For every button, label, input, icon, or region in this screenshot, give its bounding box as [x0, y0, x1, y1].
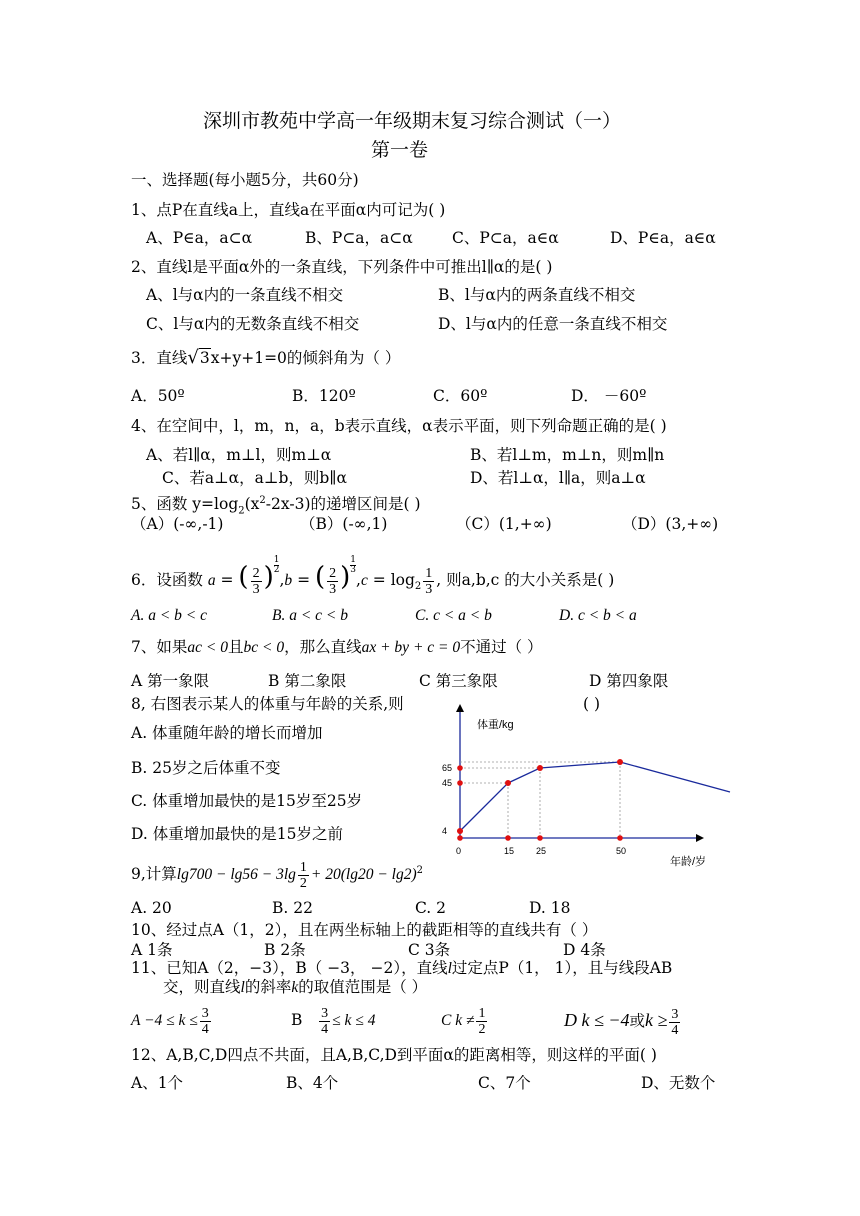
y-tick-label: 65 — [442, 763, 453, 773]
q5-log-base: 2 — [238, 505, 245, 517]
q7-post: 不通过（ ） — [460, 638, 543, 656]
x-axis-title: 年龄/岁 — [670, 856, 707, 868]
q6-a-den: 3 — [252, 581, 260, 597]
exam-title: 深圳市教苑中学高一年级期末复习综合测试（一） — [203, 110, 622, 132]
x-tick-point — [505, 835, 511, 841]
y-axis-arrow-icon — [456, 704, 464, 712]
q7-pre: 7、如果 — [131, 638, 188, 656]
q12-option-a: A、1个 — [131, 1074, 184, 1092]
q5-option-b: （B）(-∞,1) — [300, 515, 388, 533]
q2-option-d: D、l与α内的任意一条直线不相交 — [438, 315, 668, 333]
y-tick-point — [457, 765, 463, 771]
q7-option-d: D 第四象限 — [589, 672, 669, 690]
x-tick-label: 0 — [456, 846, 462, 856]
q6-b-exp-num: 1 — [350, 555, 357, 565]
q9-option-b: B. 22 — [272, 899, 313, 917]
q7-cond1: ac < 0 — [187, 639, 228, 656]
q6-b-den: 3 — [329, 581, 337, 597]
q7-and: 且 — [227, 638, 244, 656]
q6-option-a: A. a < b < c — [131, 607, 208, 624]
q2-option-b: B、l与α内的两条直线不相交 — [438, 286, 636, 304]
q10-option-c: C 3条 — [408, 941, 451, 959]
x-tick-point — [537, 835, 543, 841]
weight-age-chart — [430, 700, 740, 875]
q6-b-exp-den: 3 — [350, 565, 357, 575]
data-point — [617, 759, 623, 765]
q1-option-c: C、P⊂a，a∈α — [452, 229, 559, 247]
y-tick-point — [457, 780, 463, 786]
q3-stem: 3．直线√3x+y+1=0的倾斜角为（ ） — [131, 347, 401, 368]
x-tick-point — [617, 835, 623, 841]
data-point — [537, 765, 543, 771]
q6-a-exp-den: 2 — [273, 565, 280, 575]
q3-radicand: 3 — [199, 349, 210, 367]
y-tick-label: 4 — [442, 826, 448, 836]
q5-option-c: （C）(1,+∞) — [456, 515, 552, 533]
q6-a-num: 2 — [252, 565, 260, 581]
q7-cond2: bc < 0 — [243, 639, 285, 656]
exam-subtitle: 第一卷 — [371, 139, 429, 161]
q5-pre: 5、函数 y=log — [131, 495, 239, 514]
q4-option-b: B、若l⊥m，m⊥n，则m∥n — [470, 446, 665, 464]
q2-stem: 2、直线l是平面α外的一条直线，下列条件中可推出l∥α的是( ) — [131, 258, 553, 276]
q11-line1-b: 过定点P（1， 1），且与线段AB — [451, 959, 673, 977]
q7-option-a: A 第一象限 — [131, 672, 210, 690]
q10-option-d: D 4条 — [563, 941, 606, 959]
q11-option-d: D k ≤ −4或k ≥ $\frac{3}{4}$ — [564, 1006, 679, 1038]
x-tick-label: 25 — [536, 846, 547, 856]
q1-option-a: A、P∈a，a⊂α — [146, 229, 253, 247]
q8-option-b: B. 25岁之后体重不变 — [131, 759, 281, 777]
q9-square: 2 — [416, 865, 423, 876]
q12-option-c: C、7个 — [478, 1074, 531, 1092]
q11-line2-a: 交，则直线 — [163, 978, 241, 996]
q9-stem: 9,计算lg700 − lg56 − 3lg $\frac{1}{2}$ + $20(\lg 20 - \lg 2)^2$ — [131, 859, 423, 891]
q4-stem: 4、在空间中，l，m，n，a，b表示直线，α表示平面，则下列命题正确的是( ) — [131, 417, 667, 435]
q11-optC-text: C k ≠ — [441, 1012, 475, 1029]
q6-option-c: C. c < a < b — [415, 607, 492, 624]
q12-option-d: D、无数个 — [641, 1074, 716, 1092]
q10-option-a: A 1条 — [131, 941, 173, 959]
q7-equation: ax + by + c = 0 — [361, 639, 461, 656]
q8-answer-paren: ( ) — [583, 695, 601, 713]
q9-pre: 9,计算 — [131, 865, 177, 884]
q8-option-d: D. 体重增加最快的是15岁之前 — [131, 825, 343, 843]
x-tick-label: 50 — [616, 846, 627, 856]
q11-optD-or: 或 — [629, 1012, 646, 1030]
q11-line2 — [163, 977, 427, 998]
q5-option-a: （A）(-∞,-1) — [131, 515, 224, 533]
q7-stem — [131, 637, 543, 658]
q5-mid: (x — [244, 495, 260, 514]
q3-option-d: D． －60º — [571, 387, 647, 405]
q2-option-a: A、l与α内的一条直线不相交 — [146, 286, 344, 304]
q11-option-b: B $\frac{3}{4}$ ≤ k ≤ 4 — [291, 1005, 376, 1037]
q11-k: k — [291, 979, 299, 996]
q11-line1 — [131, 958, 672, 979]
q9-option-d: D. 18 — [529, 899, 571, 917]
q6-pre: 6．设函数 — [131, 571, 203, 589]
q2-option-c: C、l与α内的无数条直线不相交 — [146, 315, 360, 333]
q4-option-d: D、若l⊥α，l∥a，则a⊥α — [470, 469, 646, 487]
q1-option-d: D、P∈a，a∈α — [610, 229, 716, 247]
q11-l-1: l — [447, 960, 452, 977]
q6-stem: 6．设函数 a = ( $\frac{2}{3}$ ) $\frac{1}{2}$ ,b = ( $\frac{2}{3}$ ) $\frac{1}{3}$ $,c = \log_2$ $\frac{1}{3}$ , 则a,b,c 的大小关系是( ) — [131, 555, 615, 597]
section-heading: 一、选择题(每小题5分，共60分) — [131, 171, 359, 189]
q11-optD-text2: k ≥ — [645, 1010, 668, 1030]
q5-exp: 2 — [259, 495, 266, 506]
q11-l-2: l — [240, 979, 245, 996]
q11-line2-c: 的取值范围是（ ） — [298, 978, 428, 996]
q11-line2-b: 的斜率 — [244, 978, 292, 996]
q4-option-a: A、若l∥α，m⊥l，则m⊥α — [146, 446, 332, 464]
q6-option-b: B. a < c < b — [272, 607, 349, 624]
q6-post: 则a,b,c 的大小关系是( ) — [446, 571, 615, 589]
q11-option-a: A −4 ≤ k ≤ $\frac{3}{4}$ — [131, 1005, 209, 1037]
q10-stem: 10、经过点A（1，2），且在两坐标轴上的截距相等的直线共有（ ） — [131, 921, 598, 939]
data-point — [505, 780, 511, 786]
q10-option-b: B 2条 — [264, 941, 306, 959]
q8-option-c: C. 体重增加最快的是15岁至25岁 — [131, 792, 363, 810]
x-tick-point — [457, 835, 463, 841]
data-point — [457, 828, 463, 834]
q9-option-c: C. 2 — [415, 899, 447, 917]
q3-option-b: B．120º — [292, 387, 356, 405]
q11-optD-text: D k ≤ −4 — [564, 1010, 630, 1030]
q12-option-b: B、4个 — [286, 1074, 339, 1092]
q11-line1-a: 11、已知A（2，−3），B（ −3， −2），直线 — [131, 959, 448, 977]
q8-stem: 8, 右图表示某人的体重与年龄的关系,则 — [131, 695, 404, 713]
q3-post: x+y+1=0的倾斜角为（ ） — [210, 349, 401, 367]
q1-stem: 1、点P在直线a上，直线a在平面α内可记为( ) — [131, 201, 446, 219]
q12-stem: 12、A,B,C,D四点不共面，且A,B,C,D到平面α的距离相等，则这样的平面( ) — [131, 1046, 657, 1064]
q6-option-d: D. c < b < a — [559, 607, 637, 624]
q3-pre: 3．直线 — [131, 349, 188, 367]
q8-option-a: A. 体重随年龄的增长而增加 — [131, 724, 323, 742]
q7-option-b: B 第二象限 — [268, 672, 347, 690]
q3-option-c: C．60º — [433, 387, 488, 405]
x-axis-arrow-icon — [696, 834, 704, 842]
q5-option-d: （D）(3,+∞) — [622, 515, 719, 533]
q1-option-b: B、P⊂a，a⊂α — [305, 229, 413, 247]
q4-option-c: C、若a⊥α，a⊥b，则b∥α — [162, 469, 347, 487]
weight-line — [460, 762, 730, 831]
q9-option-a: A. 20 — [131, 899, 172, 917]
q9-expr: lg700 − lg56 − 3lg — [176, 866, 296, 884]
q6-a-exp-num: 1 — [273, 555, 280, 565]
q6-b-num: 2 — [329, 565, 337, 581]
q11-option-c: C k ≠ $\frac{1}{2}$ — [441, 1005, 486, 1037]
q11-optA-text: A −4 ≤ k ≤ — [131, 1012, 198, 1029]
q11-optB-text: ≤ k ≤ 4 — [332, 1012, 376, 1029]
y-axis-title: 体重/kg — [477, 719, 514, 731]
q11-optB-label: B — [291, 1011, 303, 1029]
q3-option-a: A．50º — [131, 387, 185, 405]
q5-post: -2x-3)的递增区间是( ) — [265, 495, 421, 514]
y-tick-label: 45 — [442, 778, 453, 788]
x-tick-label: 15 — [504, 846, 515, 856]
q9-mid: + 20(lg20 − lg2) — [310, 866, 417, 884]
q7-option-c: C 第三象限 — [419, 672, 498, 690]
q7-mid: ，那么直线 — [284, 638, 362, 656]
